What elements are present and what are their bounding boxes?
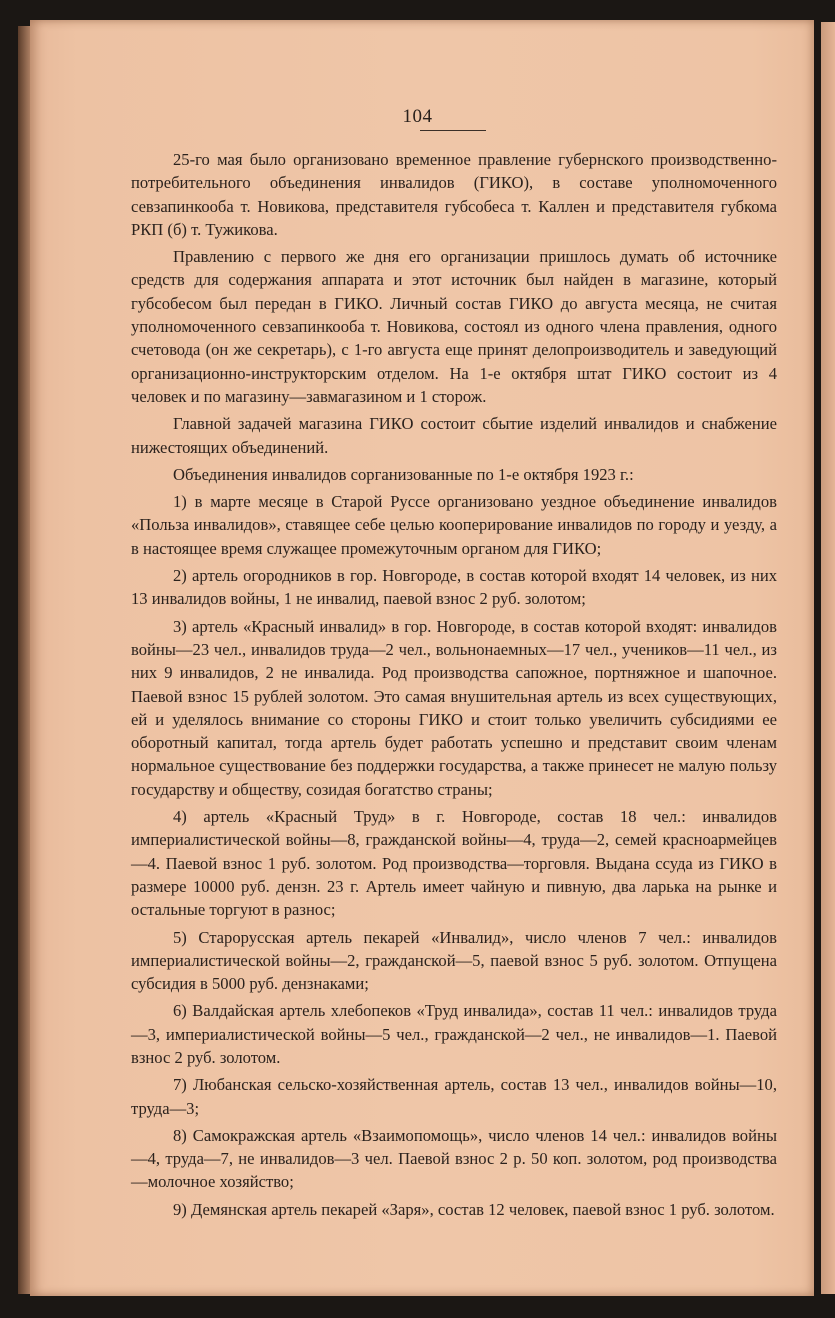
list-item-2: 2) артель огородников в гор. Новгороде, в состав которой входят 14 человек, из них 13 инвалидов войны, 1 не инвалид, паевой взнос 2 руб. золотом; <box>131 566 777 609</box>
list-item-1: 1) в марте месяце в Старой Руссе организовано уездное объединение инвалидов «Польза инвалидов», ставящее себе целью кооперирование инвалидов по городу и уезду, а в настоящее время служащее промежуточным органом для ГИКО; <box>131 492 777 558</box>
body-text <box>131 148 777 1225</box>
paragraph-3: Главной задачей магазина ГИКО состоит сбытие изделий инвалидов и снабжение нижестоящих объединений. <box>131 414 777 457</box>
list-item-3: 3) артель «Красный инвалид» в гор. Новгороде, в состав которой входят: инвалидов войны—23 чел., инвалидов труда—2 чел., вольнонаемных—17 чел., учеников—11 чел., из них 9 инвалидов, 2 не инвалида. Род производства сапожное, портняжное и шапочное. Паевой взнос 15 рублей золотом. Это самая внушительная артель из всех существующих, ей и уделялось внимание со стороны ГИКО и стоит только увеличить субсидиями ее оборотный капитал, тогда артель будет работать успешно и представит своим членам нормальное существование без поддержки государства, а также принесет не малую пользу государству и обществу, созидая богатство страны; <box>131 616 777 799</box>
list-item-9: 9) Демянская артель пекарей «Заря», состав 12 человек, паевой взнос 1 руб. золотом. <box>173 1199 775 1219</box>
paragraph-2: Правлению с первого же дня его организации пришлось думать об источнике средств для содержания аппарата и этот источник был найден в магазине, который губсобесом был передан в ГИКО. Личный состав ГИКО до августа месяца, не считая уполномоченного севзапинкооба т. Новикова, состоял из одного члена правления, одного счетовода (он же секретарь), с 1-го августа еще принят делопроизводитель и заведующий организационно-инструкторским отделом. На 1-е октября штат ГИКО состоит из 4 человек и по магазину—завмагазином и 1 сторож. <box>131 247 777 406</box>
list-item-6: 6) Валдайская артель хлебопеков «Труд инвалида», состав 11 чел.: инвалидов труда—3, империалистической войны—5 чел., гражданской—2 чел., не инвалидов—1. Паевой взнос 2 руб. золотом. <box>131 1001 777 1067</box>
list-item-8: 8) Самокражская артель «Взаимопомощь», число членов 14 чел.: инвалидов войны—4, труда—7, не инвалидов—3 чел. Паевой взнос 2 р. 50 коп. золотом, род производства—молочное хозяйство; <box>131 1125 777 1192</box>
list-item-4: 4) артель «Красный Труд» в г. Новгороде, состав 18 чел.: инвалидов империалистической войны—8, гражданской войны—4, труда—2, семей красноармейцев—4. Паевой взнос 1 руб. золотом. Род производства—торговля. Выдана ссуда из ГИКО в размере 10000 руб. дензн. 23 г. Артель имеет чайную и пивную, два ларька на рынке и остальные торгуют в разнос; <box>131 807 777 920</box>
next-page-edge <box>821 22 835 1294</box>
page-number: 104 <box>402 106 433 127</box>
list-item-5: 5) Старорусская артель пекарей «Инвалид», число членов 7 чел.: инвалидов империалистической войны—2, гражданской—5, паевой взнос 5 руб. золотом. Отпущена субсидия в 5000 руб. дензнаками; <box>131 927 777 994</box>
paragraph-4: Объединения инвалидов сорганизованные по 1-е октября 1923 г.: <box>173 464 634 484</box>
page-number-underline <box>420 130 486 131</box>
paragraph-1: 25-го мая было организовано временное правление губернского производственно-потребительного объединения инвалидов (ГИКО), в составе уполномоченного севзапинкооба т. Новикова, представителя губсобеса т. Каллен и представителя губкома РКП (б) т. Тужикова. <box>131 150 777 239</box>
list-item-7: 7) Любанская сельско-хозяйственная артель, состав 13 чел., инвалидов войны—10, труда—3; <box>131 1075 777 1118</box>
